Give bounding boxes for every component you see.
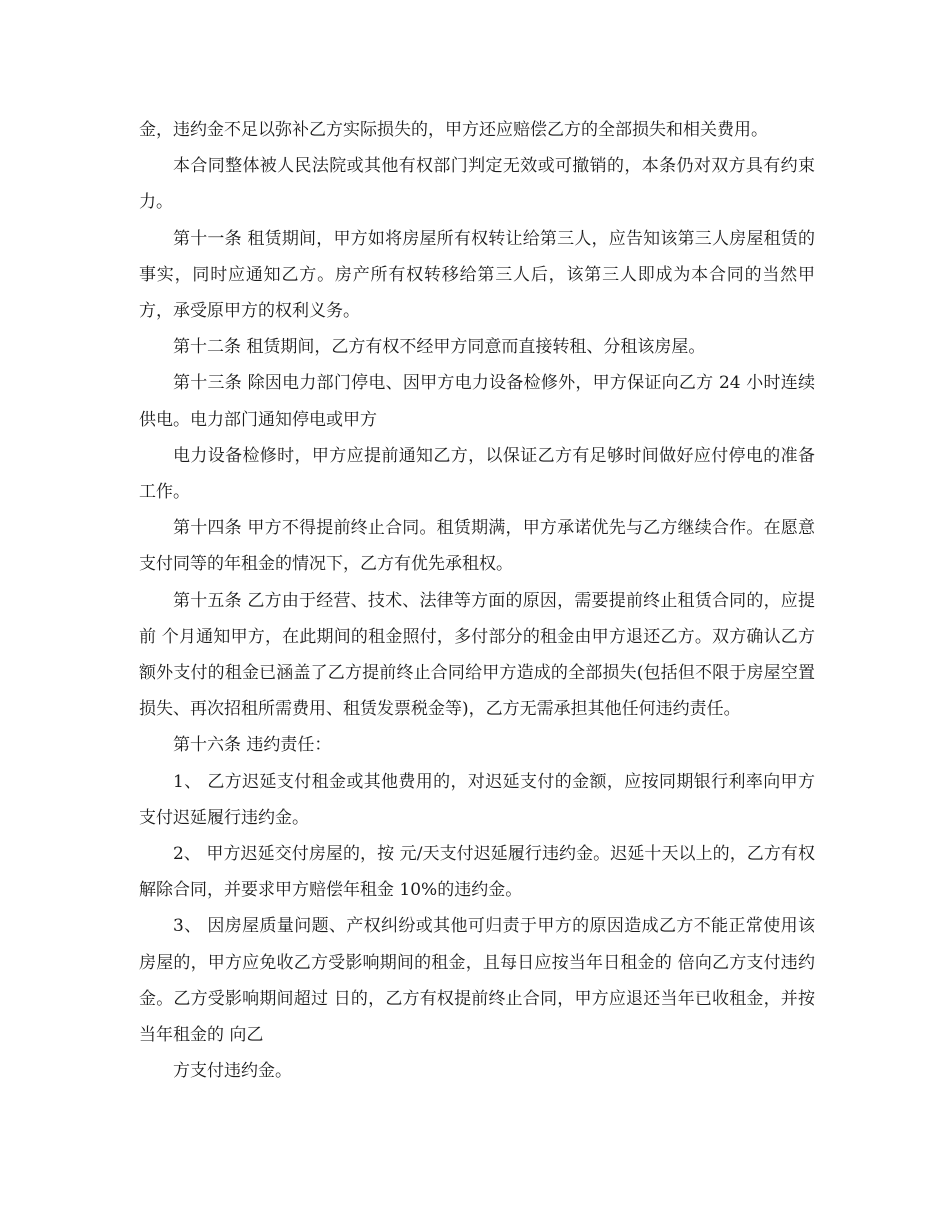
paragraph-liability-item-2: 2、 甲方迟延交付房屋的，按 元/天支付迟延履行违约金。迟延十天以上的，乙方有权解除合同，并要求甲方赔偿年租金 10%的违约金。: [139, 844, 815, 901]
paragraph-continuation: 金，违约金不足以弥补乙方实际损失的，甲方还应赔偿乙方的全部损失和相关费用。: [139, 120, 768, 140]
paragraph-article-11: 第十一条 租赁期间，甲方如将房屋所有权转让给第三人，应告知该第三人房屋租赁的事实，同时应通知乙方。房产所有权转移给第三人后，该第三人即成为本合同的当然甲方，承受原甲方的权利义务。: [139, 228, 815, 322]
contract-body: [139, 112, 815, 1089]
paragraph-article-14: 第十四条 甲方不得提前终止合同。租赁期满，甲方承诺优先与乙方继续合作。在愿意支付同等的年租金的情况下，乙方有优先承租权。: [139, 518, 815, 575]
paragraph-article-16-heading: 第十六条 违约责任：: [173, 735, 332, 756]
paragraph-validity-clause: 本合同整体被人民法院或其他有权部门判定无效或可撤销的，本条仍对双方具有约束力。: [139, 156, 815, 213]
paragraph-liability-item-3-continued: 方支付违约金。: [173, 1061, 292, 1082]
paragraph-article-15: 第十五条 乙方由于经营、技术、法律等方面的原因，需要提前终止租赁合同的，应提前 个月通知甲方，在此期间的租金照付，多付部分的租金由甲方退还乙方。双方确认乙方额外支付的租金已涵盖了乙方提前终止合同给甲方造成的全部损失(包括但不限于房屋空置损失、再次招租所需费用、租赁发票税金等)，乙方无需承担其他任何违约责任。: [139, 590, 815, 720]
paragraph-liability-item-3: 3、 因房屋质量问题、产权纠纷或其他可归责于甲方的原因造成乙方不能正常使用该房屋的，甲方应免收乙方受影响期间的租金，且每日应按当年日租金的 倍向乙方支付违约金。乙方受影响期间超过 日的，乙方有权提前终止合同，甲方应退还当年已收租金，并按当年租金的 向乙: [139, 916, 815, 1046]
paragraph-article-12: 第十二条 租赁期间，乙方有权不经甲方同意而直接转租、分租该房屋。: [173, 337, 706, 358]
paragraph-article-13-continued: 电力设备检修时，甲方应提前通知乙方，以保证乙方有足够时间做好应付停电的准备工作。: [139, 445, 815, 503]
paragraph-liability-item-1: 1、 乙方迟延支付租金或其他费用的，对迟延支付的金额，应按同期银行利率向甲方支付迟延履行违约金。: [139, 771, 815, 828]
paragraph-article-13: 第十三条 除因电力部门停电、因甲方电力设备检修外，甲方保证向乙方 24 小时连续供电。电力部门通知停电或甲方: [139, 373, 815, 430]
